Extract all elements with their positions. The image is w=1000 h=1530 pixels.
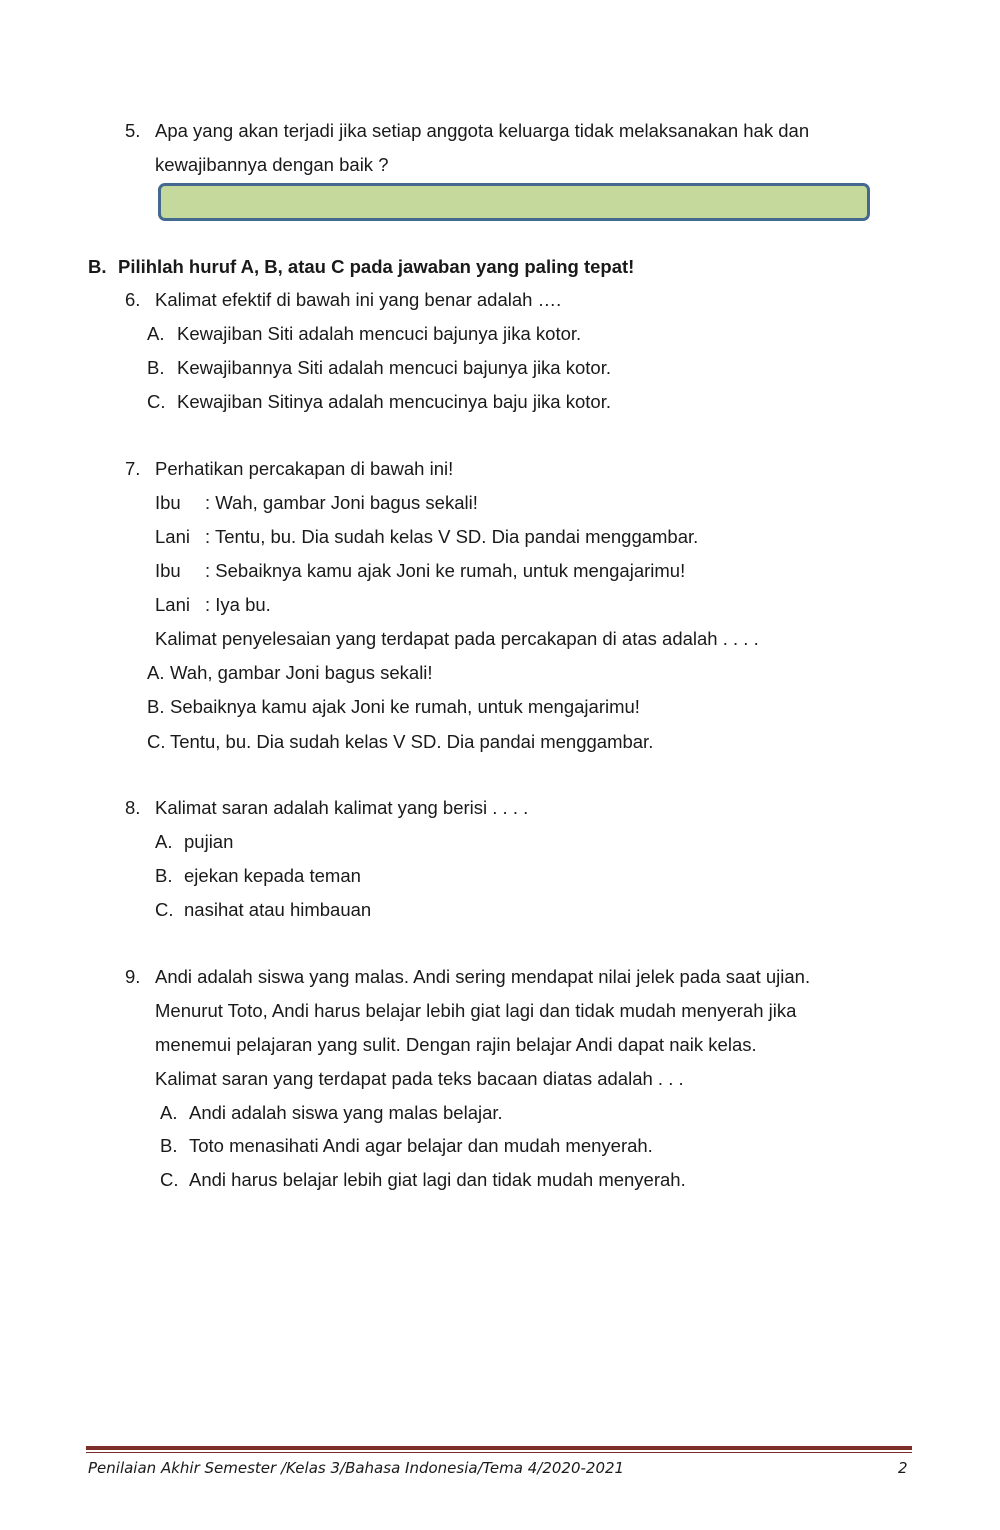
q7-prompt: Kalimat penyelesaian yang terdapat pada percakapan di atas adalah . . . . xyxy=(155,628,759,649)
q6-option-a-text[interactable]: Kewajiban Siti adalah mencuci bajunya jika kotor. xyxy=(177,323,582,344)
q7-dialog-line: : Iya bu. xyxy=(205,594,271,615)
q7-dialog-line: : Tentu, bu. Dia sudah kelas V SD. Dia pandai menggambar. xyxy=(205,526,699,547)
q7-dialog-line: : Wah, gambar Joni bagus sekali! xyxy=(205,492,478,513)
q9-text-line: Menurut Toto, Andi harus belajar lebih giat lagi dan tidak mudah menyerah jika xyxy=(155,1000,797,1021)
q9-option-c-text[interactable]: Andi harus belajar lebih giat lagi dan tidak mudah menyerah. xyxy=(189,1169,686,1190)
q9-option-c-letter[interactable]: C. xyxy=(160,1169,179,1190)
q8-option-a-text[interactable]: pujian xyxy=(184,831,234,852)
q7-option-a-letter[interactable]: A. xyxy=(147,662,165,683)
q7-dialog-speaker: Ibu xyxy=(155,560,181,581)
q9-prompt: Kalimat saran yang terdapat pada teks bacaan diatas adalah . . . xyxy=(155,1068,684,1089)
q7-option-c-letter[interactable]: C. xyxy=(147,731,166,752)
q7-dialog-speaker: Lani xyxy=(155,526,190,547)
q7-dialog-speaker: Lani xyxy=(155,594,190,615)
q9-option-b-text[interactable]: Toto menasihati Andi agar belajar dan mudah menyerah. xyxy=(189,1135,653,1156)
q8-number: 8. xyxy=(125,797,141,818)
footer-divider-thin xyxy=(86,1452,912,1453)
q7-number: 7. xyxy=(125,458,141,479)
q9-option-b-letter[interactable]: B. xyxy=(160,1135,178,1156)
q6-option-b-text[interactable]: Kewajibannya Siti adalah mencuci bajunya jika kotor. xyxy=(177,357,611,378)
footer-page-number: 2 xyxy=(898,1459,908,1477)
q7-dialog-line: : Sebaiknya kamu ajak Joni ke rumah, untuk mengajarimu! xyxy=(205,560,686,581)
q6-option-c-letter[interactable]: C. xyxy=(147,391,166,412)
q7-option-a-text[interactable]: Wah, gambar Joni bagus sekali! xyxy=(170,662,433,683)
q8-option-a-letter[interactable]: A. xyxy=(155,831,173,852)
q5-answer-field[interactable] xyxy=(158,183,870,221)
q6-option-a-letter[interactable]: A. xyxy=(147,323,165,344)
q6-option-c-text[interactable]: Kewajiban Sitinya adalah mencucinya baju jika kotor. xyxy=(177,391,611,412)
q8-option-c-text[interactable]: nasihat atau himbauan xyxy=(184,899,372,920)
q5-text-line2: kewajibannya dengan baik ? xyxy=(155,154,389,175)
q8-option-b-letter[interactable]: B. xyxy=(155,865,173,886)
q8-option-c-letter[interactable]: C. xyxy=(155,899,174,920)
q8-question: Kalimat saran adalah kalimat yang berisi . . . . xyxy=(155,797,529,818)
q9-option-a-text[interactable]: Andi adalah siswa yang malas belajar. xyxy=(189,1102,503,1123)
section-b-letter: B. xyxy=(88,256,107,277)
q9-option-a-letter[interactable]: A. xyxy=(160,1102,178,1123)
q7-option-b-text[interactable]: Sebaiknya kamu ajak Joni ke rumah, untuk mengajarimu! xyxy=(170,696,640,717)
q5-number: 5. xyxy=(125,120,141,141)
q9-text-line: menemui pelajaran yang sulit. Dengan rajin belajar Andi dapat naik kelas. xyxy=(155,1034,757,1055)
footer-title: Penilaian Akhir Semester /Kelas 3/Bahasa Indonesia/Tema 4/2020-2021 xyxy=(88,1459,625,1477)
q7-dialog-speaker: Ibu xyxy=(155,492,181,513)
q7-option-b-letter[interactable]: B. xyxy=(147,696,165,717)
q6-number: 6. xyxy=(125,289,141,310)
q5-text-line1: Apa yang akan terjadi jika setiap anggota keluarga tidak melaksanakan hak dan xyxy=(155,120,810,141)
q7-option-c-text[interactable]: Tentu, bu. Dia sudah kelas V SD. Dia pandai menggambar. xyxy=(170,731,654,752)
section-b-instruction: Pilihlah huruf A, B, atau C pada jawaban yang paling tepat! xyxy=(118,256,635,277)
q6-option-b-letter[interactable]: B. xyxy=(147,357,165,378)
q9-number: 9. xyxy=(125,966,141,987)
q6-question: Kalimat efektif di bawah ini yang benar adalah …. xyxy=(155,289,562,310)
footer-divider-thick xyxy=(86,1446,912,1450)
q7-question: Perhatikan percakapan di bawah ini! xyxy=(155,458,454,479)
q8-option-b-text[interactable]: ejekan kepada teman xyxy=(184,865,361,886)
q9-text-line: Andi adalah siswa yang malas. Andi sering mendapat nilai jelek pada saat ujian. xyxy=(155,966,811,987)
